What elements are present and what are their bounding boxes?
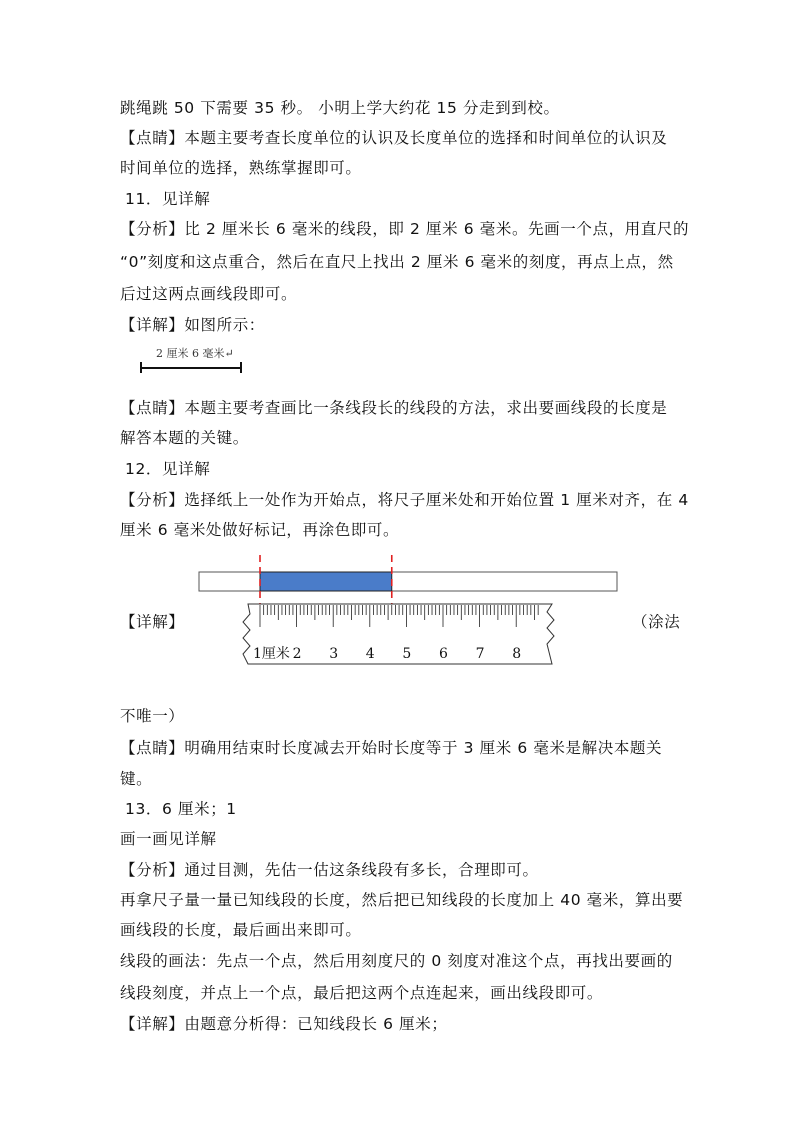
ruler-first-label: 1厘米 <box>253 646 290 662</box>
text-line-2: 【点睛】本题主要考查长度单位的认识及长度单位的选择和时间单位的认识及 <box>120 129 668 147</box>
segment-figure <box>138 342 258 382</box>
text-line-4: 11．见详解 <box>125 190 211 208</box>
text-line-3: 时间单位的选择，熟练掌握即可。 <box>120 159 362 177</box>
text-line-13: 厘米 6 毫米处做好标记，再涂色即可。 <box>120 521 400 539</box>
text-line-15: 不唯一） <box>120 707 185 725</box>
text-line-6: “0”刻度和这点重合，然后在直尺上找出 2 厘米 6 毫米的刻度，再点上点，然 <box>120 253 674 271</box>
text-line-25: 【详解】由题意分析得：已知线段长 6 厘米； <box>120 1015 448 1033</box>
ruler-number: 5 <box>402 646 412 662</box>
segment-line <box>138 342 258 382</box>
text-line-8: 【详解】如图所示： <box>120 316 265 334</box>
ruler-number: 6 <box>439 646 448 662</box>
text-line-10: 解答本题的关键。 <box>120 429 249 447</box>
text-line-18: 13．6 厘米；1 <box>125 800 237 818</box>
text-line-16: 【点睛】明确用结束时长度减去开始时长度等于 3 厘米 6 毫米是解决本题关 <box>120 739 663 757</box>
text-line-5: 【分析】比 2 厘米长 6 毫米的线段，即 2 厘米 6 毫米。先画一个点，用直尺的 <box>120 220 690 238</box>
text-line-20: 【分析】通过目测，先估一估这条线段有多长，合理即可。 <box>120 861 539 879</box>
text-line-23: 线段的画法：先点一个点，然后用刻度尺的 0 刻度对准这个点，再找出要画的 <box>120 952 673 970</box>
ruler-figure <box>190 550 630 672</box>
text-line-11: 12．见详解 <box>125 460 211 478</box>
ruler-number: 3 <box>329 646 339 662</box>
ruler-number: 8 <box>512 646 522 662</box>
text-line-14a: 【详解】 <box>120 613 185 631</box>
text-line-17: 键。 <box>120 770 153 788</box>
text-line-14b: （涂法 <box>632 613 681 631</box>
text-line-21: 再拿尺子量一量已知线段的长度，然后把已知线段的长度加上 40 毫米，算出要 <box>120 891 684 909</box>
ruler-number: 4 <box>365 646 375 662</box>
text-line-12: 【分析】选择纸上一处作为开始点，将尺子厘米处和开始位置 1 厘米对齐，在 4 <box>120 491 689 509</box>
text-line-22: 画线段的长度，最后画出来即可。 <box>120 921 362 939</box>
text-line-1: 跳绳跳 50 下需要 35 秒。 小明上学大约花 15 分走到到校。 <box>120 99 560 117</box>
ruler-number: 2 <box>292 646 302 662</box>
segment-label: 2 厘米 6 毫米↵ <box>156 347 234 360</box>
text-line-7: 后过这两点画线段即可。 <box>120 285 298 303</box>
text-line-24: 线段刻度，并点上一个点，最后把这两个点连起来，画出线段即可。 <box>120 984 604 1002</box>
ruler-number: 7 <box>475 646 485 662</box>
text-line-19: 画一画见详解 <box>120 830 217 848</box>
shaded-strip <box>260 572 392 591</box>
text-line-9: 【点睛】本题主要考查画比一条线段长的线段的方法，求出要画线段的长度是 <box>120 399 668 417</box>
